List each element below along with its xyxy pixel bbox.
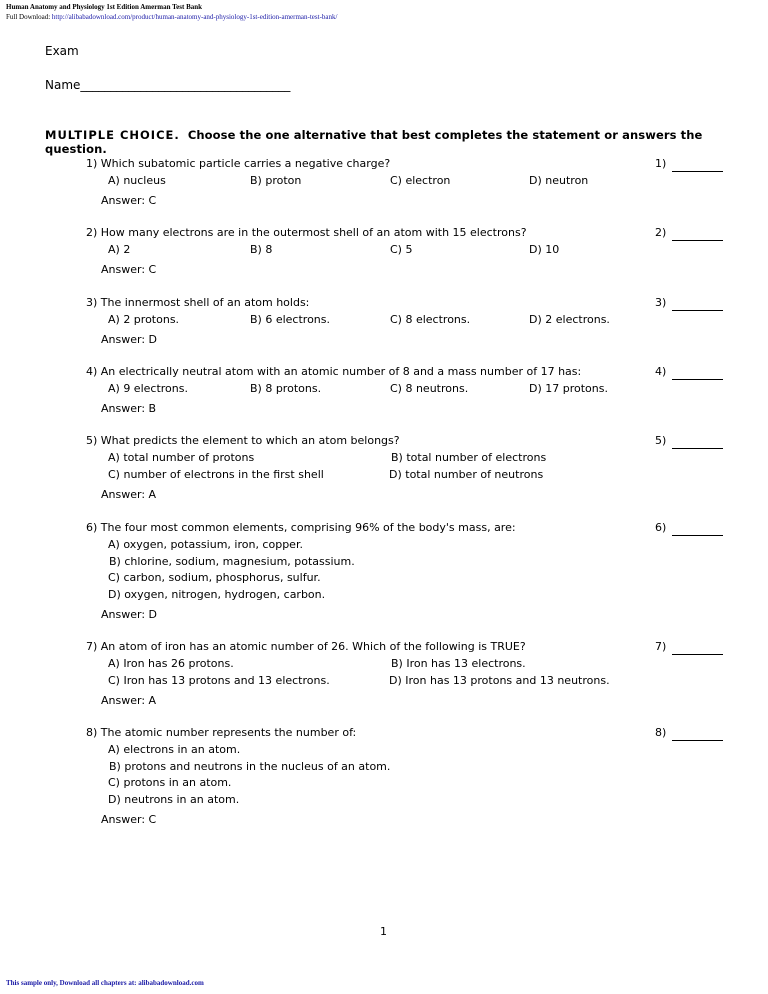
option-a: A) oxygen, potassium, iron, copper.	[108, 538, 303, 551]
option-b: B) 8	[250, 243, 273, 256]
question-number: 3)	[655, 296, 667, 309]
answer-blank[interactable]	[672, 171, 723, 172]
option-d: D) neutrons in an atom.	[108, 793, 240, 806]
option-d: D) Iron has 13 protons and 13 neutrons.	[389, 674, 610, 687]
answer-blank[interactable]	[672, 740, 723, 741]
answer-blank[interactable]	[672, 654, 723, 655]
answer-blank[interactable]	[672, 310, 723, 311]
option-b: B) 8 protons.	[250, 382, 322, 395]
option-a: A) nucleus	[108, 174, 166, 187]
question-text: 5) What predicts the element to which an atom belongs?	[86, 434, 400, 447]
option-d: D) total number of neutrons	[389, 468, 544, 481]
answer: Answer: C	[101, 263, 157, 276]
answer: Answer: C	[101, 813, 157, 826]
answer-blank[interactable]	[672, 535, 723, 536]
answer: Answer: D	[101, 333, 157, 346]
instructions-text: Choose the one alternative that best completes the statement or answers the question.	[45, 128, 703, 156]
download-link[interactable]: http://alibabadownload.com/product/human-anatomy-and-physiology-1st-edition-amerman-test-bank/	[51, 13, 338, 21]
option-a: A) electrons in an atom.	[108, 743, 241, 756]
question-text: 2) How many electrons are in the outermost shell of an atom with 15 electrons?	[86, 226, 527, 239]
name-field-label: Name___________________________________	[45, 78, 291, 92]
option-b: B) Iron has 13 electrons.	[391, 657, 526, 670]
document-header-title: Human Anatomy and Physiology 1st Edition Amerman Test Bank	[6, 3, 203, 11]
download-label: Full Download:	[6, 13, 51, 21]
answer-blank[interactable]	[672, 448, 723, 449]
option-d: D) 10	[529, 243, 560, 256]
instructions-lead: MULTIPLE CHOICE.	[45, 128, 180, 142]
page-number: 1	[380, 925, 387, 938]
option-a: A) total number of protons	[108, 451, 255, 464]
question-number: 8)	[655, 726, 667, 739]
answer: Answer: A	[101, 488, 157, 501]
footer-sample-notice[interactable]: This sample only, Download all chapters at: alibabadownload.com	[6, 979, 204, 987]
answer: Answer: A	[101, 694, 157, 707]
option-d: D) 17 protons.	[529, 382, 608, 395]
option-c: C) Iron has 13 protons and 13 electrons.	[108, 674, 330, 687]
question-text: 7) An atom of iron has an atomic number of 26. Which of the following is TRUE?	[86, 640, 526, 653]
option-c: C) protons in an atom.	[108, 776, 232, 789]
option-b: B) protons and neutrons in the nucleus of an atom.	[109, 760, 391, 773]
question-text: 1) Which subatomic particle carries a negative charge?	[86, 157, 391, 170]
option-b: B) 6 electrons.	[250, 313, 330, 326]
answer: Answer: B	[101, 402, 157, 415]
question-number: 5)	[655, 434, 667, 447]
option-a: A) 2	[108, 243, 131, 256]
download-line	[6, 13, 337, 21]
option-a: A) 9 electrons.	[108, 382, 188, 395]
instructions	[45, 128, 768, 156]
answer: Answer: C	[101, 194, 157, 207]
option-b: B) chlorine, sodium, magnesium, potassium.	[109, 555, 355, 568]
question-number: 1)	[655, 157, 667, 170]
answer: Answer: D	[101, 608, 157, 621]
question-text: 6) The four most common elements, comprising 96% of the body's mass, are:	[86, 521, 516, 534]
option-c: C) carbon, sodium, phosphorus, sulfur.	[108, 571, 321, 584]
question-number: 7)	[655, 640, 667, 653]
option-c: C) 5	[390, 243, 413, 256]
option-a: A) Iron has 26 protons.	[108, 657, 234, 670]
exam-label: Exam	[45, 44, 79, 58]
question-text: 8) The atomic number represents the number of:	[86, 726, 357, 739]
option-c: C) number of electrons in the first shell	[108, 468, 324, 481]
answer-blank[interactable]	[672, 240, 723, 241]
question-text: 4) An electrically neutral atom with an atomic number of 8 and a mass number of 17 has:	[86, 365, 582, 378]
option-c: C) electron	[390, 174, 451, 187]
option-d: D) oxygen, nitrogen, hydrogen, carbon.	[108, 588, 326, 601]
option-b: B) total number of electrons	[391, 451, 547, 464]
option-d: D) neutron	[529, 174, 589, 187]
option-c: C) 8 neutrons.	[390, 382, 469, 395]
question-number: 6)	[655, 521, 667, 534]
option-d: D) 2 electrons.	[529, 313, 610, 326]
option-b: B) proton	[250, 174, 302, 187]
question-text: 3) The innermost shell of an atom holds:	[86, 296, 310, 309]
question-number: 4)	[655, 365, 667, 378]
question-number: 2)	[655, 226, 667, 239]
option-c: C) 8 electrons.	[390, 313, 471, 326]
option-a: A) 2 protons.	[108, 313, 180, 326]
answer-blank[interactable]	[672, 379, 723, 380]
